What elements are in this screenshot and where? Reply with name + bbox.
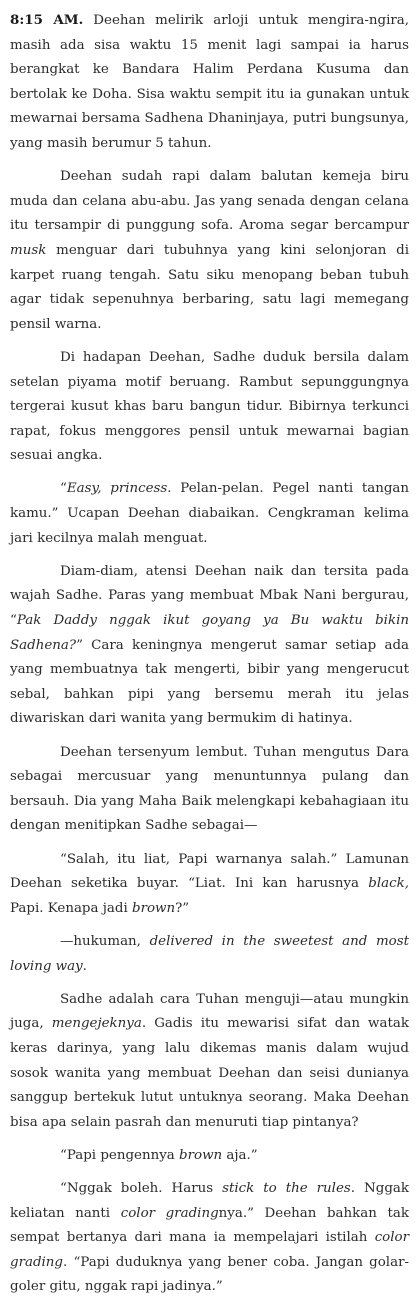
paragraph-text: “: [60, 481, 67, 497]
paragraph: [10, 988, 409, 1136]
paragraph-text: “Salah, itu liat, Papi warnanya salah.” Lamunan Deehan seketika buyar. “Liat. Ini kan harusnya: [10, 851, 409, 892]
paragraph-text: Deehan sudah rapi dalam balutan kemeja biru muda dan celana abu-abu. Jas yang senada dengan celana itu tersampir di punggung sofa. Aroma segar bercampur: [10, 169, 409, 234]
italic-phrase: color grading: [10, 1230, 409, 1270]
italic-phrase: color grading: [120, 1205, 219, 1221]
paragraph-text: Deehan tersenyum lembut. Tuhan mengutus Dara sebagai mercusuar yang menuntunnya pulang dan bersauh. Dia yang Maha Baik melengkapi kebahagiaan itu dengan menitipkan Sadhe sebagai—: [10, 744, 409, 834]
italic-phrase: stick to the rules: [222, 1181, 351, 1197]
paragraph-text: nya.” Deehan bahkan tak sempat bertanya dari mana ia mempelajari istilah: [10, 1205, 409, 1246]
paragraph-text: . Nggak keliatan nanti: [10, 1181, 409, 1221]
paragraph-text: . “Papi duduknya yang bener coba. Jangan golar-goler gitu, nggak rapi jadinya.”: [10, 1254, 409, 1295]
paragraph-text: —hukuman,: [60, 933, 150, 949]
paragraph: [10, 848, 409, 922]
paragraph: [10, 560, 409, 732]
time-stamp: 8:15 AM.: [10, 12, 84, 28]
paragraph: [10, 741, 409, 839]
paragraph-text: Papi. Kenapa jadi: [10, 900, 132, 916]
italic-phrase: mengejeknya: [51, 1016, 142, 1032]
paragraph-text: menguar dari tubuhnya yang kini selonjoran di karpet ruang tengah. Satu siku menopang beban tubuh agar tidak sepenuhnya berbaring, satu lagi memegang pensil warna.: [10, 242, 409, 332]
italic-phrase: black,: [368, 876, 409, 892]
paragraph-text: ?”: [175, 900, 190, 916]
paragraph-opening: [10, 8, 409, 157]
italic-phrase: brown: [132, 900, 176, 916]
paragraph: [10, 477, 409, 551]
paragraph-text: ” Cara keningnya mengerut samar setiap ada yang membuatnya tak mengerti, bibir yang mengerucut sebal, bahkan pipi yang bersemu merah itu jelas diwariskan dari wanita yang bermukim di hatinya.: [10, 637, 409, 727]
paragraph-text: Pelan-pelan. Pegel nanti tangan kamu.” Ucapan Deehan diabaikan. Cengkraman kelima jari kecilnya malah menguat.: [10, 481, 410, 546]
italic-phrase: Easy, princess.: [66, 481, 172, 497]
paragraph-text: “Papi pengennya: [60, 1147, 180, 1163]
paragraph: [10, 1177, 409, 1300]
italic-phrase: brown: [179, 1147, 223, 1163]
italic-phrase: Pak Daddy nggak ikut goyang ya Bu waktu bikin Sadhena?: [10, 613, 409, 653]
italic-phrase: delivered in the sweetest and most loving way: [10, 933, 409, 974]
paragraph: [10, 346, 409, 469]
paragraph-text: Sadhe adalah cara Tuhan menguji—atau mungkin juga,: [10, 991, 409, 1032]
paragraph: [10, 165, 409, 337]
paragraph-text: . Gadis itu mewarisi sifat dan watak keras darinya, yang lalu dikemas manis dalam wujud sosok wanita yang membuat Deehan dan seisi dunianya sanggup bertekuk lutut untuknya seorang. Maka Deehan bisa apa selain pasrah dan menuruti tiap pintanya?: [10, 1016, 409, 1130]
paragraph-text: Di hadapan Deehan, Sadhe duduk bersila dalam setelan piyama motif beruang. Rambut sepunggungnya tergerai kusut khas baru bangun tidur. Bibirnya terkunci rapat, fokus menggores pensil untuk mewarnai bagian sesuai angka.: [10, 349, 409, 464]
paragraph: [10, 930, 409, 979]
paragraph-text: “Nggak boleh. Harus: [60, 1181, 223, 1197]
paragraph-text: Deehan melirik arloji untuk mengira-ngira, masih ada sisa waktu 15 menit lagi sampai ia harus berangkat ke Bandara Halim Perdana Kusuma dan bertolak ke Doha. Sisa waktu sempit itu ia gunakan untuk mewarnai bersama Sadhena Dhaninjaya, putri bungsunya, yang masih berumur 5 tahun.: [10, 13, 409, 151]
paragraph-text: Diam-diam, atensi Deehan naik dan tersita pada wajah Sadhe. Paras yang membuat Mbak Nani bergurau, “: [10, 563, 409, 629]
paragraph-text: .: [82, 958, 87, 974]
paragraph-text: aja.”: [222, 1147, 258, 1163]
italic-phrase: musk: [10, 242, 47, 258]
paragraph: [10, 1144, 409, 1169]
